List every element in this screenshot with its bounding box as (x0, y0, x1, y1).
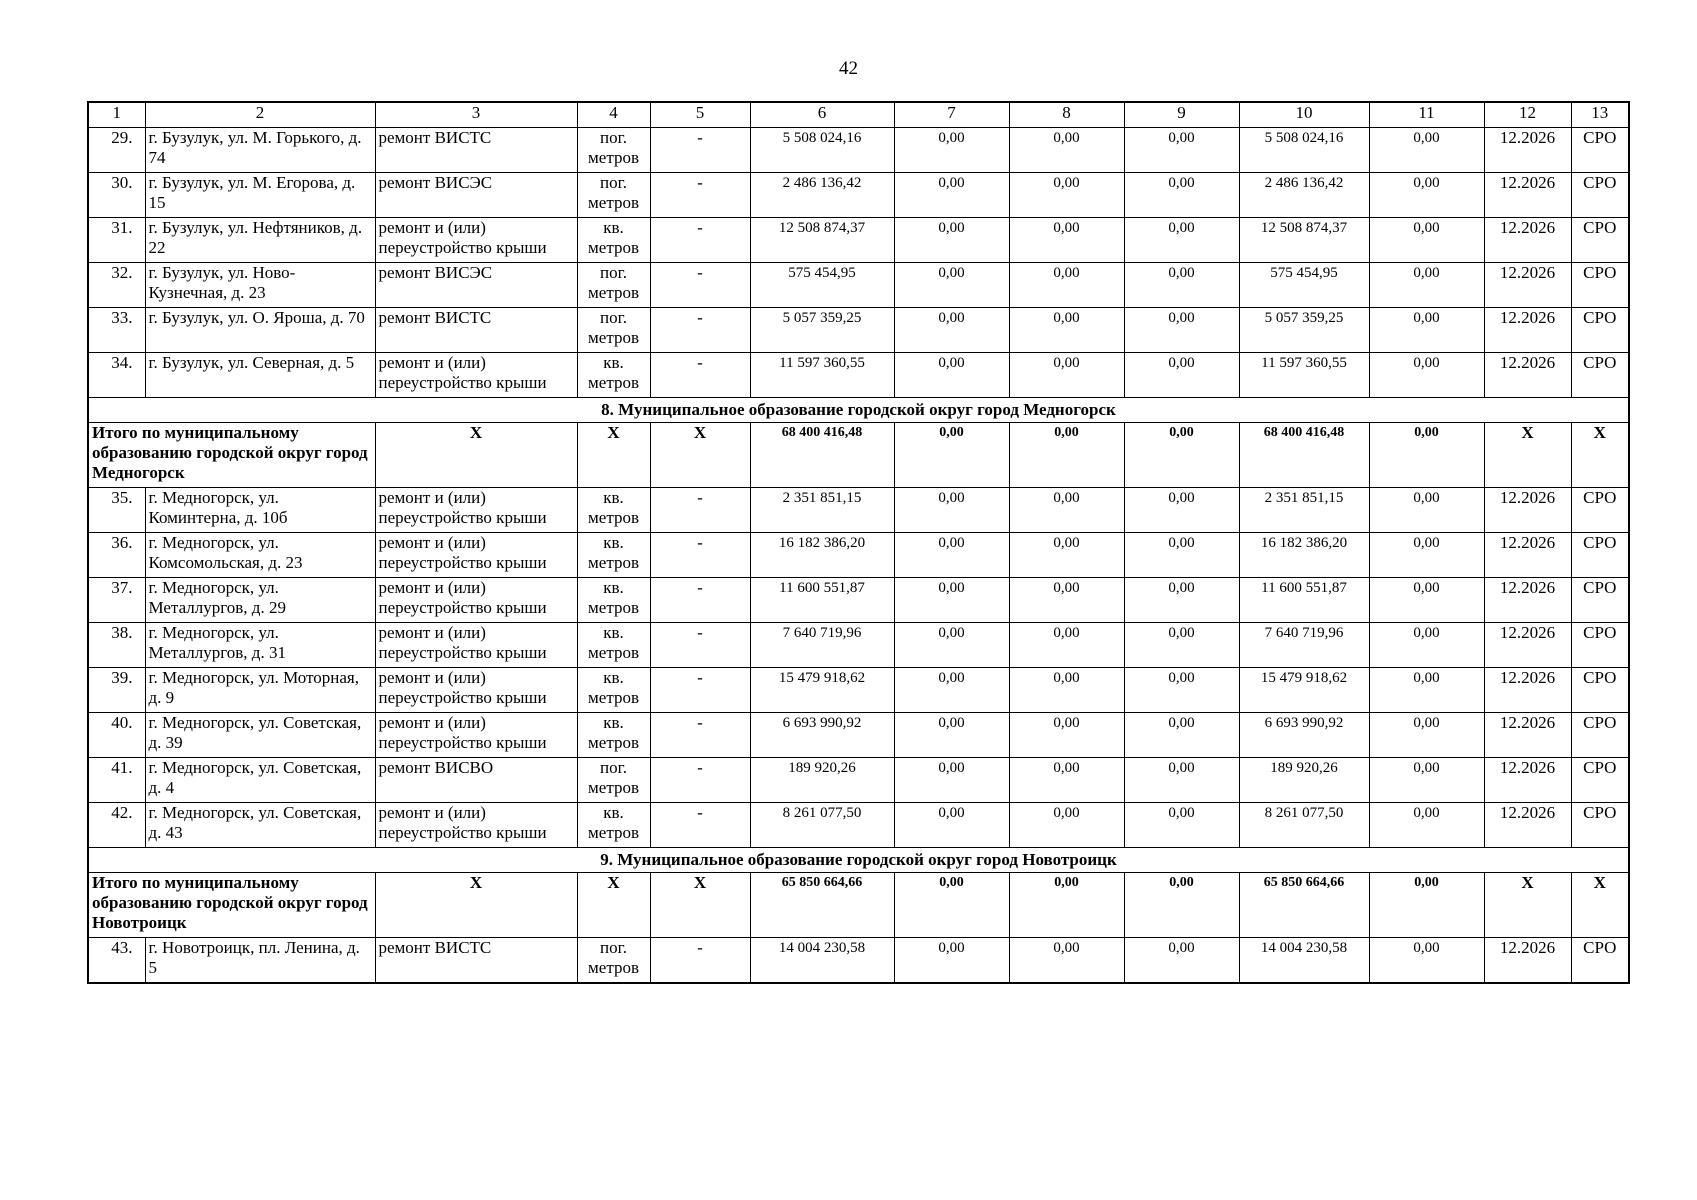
organization-cell: СРО (1571, 308, 1629, 353)
cost-col7-cell: 0,00 (894, 488, 1009, 533)
cost-col11-cell: 0,00 (1369, 713, 1484, 758)
cost-col7-cell: 0,00 (894, 758, 1009, 803)
cost-col7-cell: 0,00 (894, 423, 1009, 488)
cost-col10-cell: 68 400 416,48 (1239, 423, 1369, 488)
table-row (88, 353, 1629, 398)
unit-cell: кв. метров (577, 803, 650, 848)
cost-col10-cell: 14 004 230,58 (1239, 938, 1369, 984)
cost-col10-cell: 12 508 874,37 (1239, 218, 1369, 263)
table-row (88, 308, 1629, 353)
row-number-cell: 38. (88, 623, 145, 668)
quantity-cell: - (650, 218, 750, 263)
cost-col11-cell: 0,00 (1369, 488, 1484, 533)
address-cell: г. Медногорск, ул. Металлургов, д. 31 (145, 623, 375, 668)
cost-col11-cell: 0,00 (1369, 623, 1484, 668)
column-header: 13 (1571, 102, 1629, 128)
total-cost-cell: 68 400 416,48 (750, 423, 894, 488)
organization-cell: СРО (1571, 578, 1629, 623)
cost-col8-cell: 0,00 (1009, 263, 1124, 308)
address-cell: г. Медногорск, ул. Советская, д. 43 (145, 803, 375, 848)
cost-col9-cell: 0,00 (1124, 938, 1239, 984)
quantity-cell: - (650, 713, 750, 758)
cost-col10-cell: 6 693 990,92 (1239, 713, 1369, 758)
quantity-cell: - (650, 488, 750, 533)
cost-col7-cell: 0,00 (894, 938, 1009, 984)
cost-col10-cell: 2 351 851,15 (1239, 488, 1369, 533)
work-type-cell: ремонт ВИСТС (375, 128, 577, 173)
cost-col8-cell: 0,00 (1009, 173, 1124, 218)
deadline-cell: 12.2026 (1484, 668, 1571, 713)
deadline-cell: 12.2026 (1484, 533, 1571, 578)
column-header: 11 (1369, 102, 1484, 128)
organization-cell: СРО (1571, 218, 1629, 263)
cost-col7-cell: 0,00 (894, 263, 1009, 308)
work-type-cell: ремонт и (или) переустройство крыши (375, 803, 577, 848)
column-header: 10 (1239, 102, 1369, 128)
column-header: 5 (650, 102, 750, 128)
organization-cell: СРО (1571, 668, 1629, 713)
quantity-cell: - (650, 128, 750, 173)
unit-cell: пог. метров (577, 263, 650, 308)
cost-col7-cell: 0,00 (894, 173, 1009, 218)
address-cell: г. Медногорск, ул. Советская, д. 39 (145, 713, 375, 758)
section-title: 9. Муниципальное образование городской округ город Новотроицк (88, 848, 1629, 873)
total-cost-cell: 16 182 386,20 (750, 533, 894, 578)
cost-col11-cell: 0,00 (1369, 533, 1484, 578)
unit-cell: X (577, 873, 650, 938)
cost-col10-cell: 5 057 359,25 (1239, 308, 1369, 353)
quantity-cell: - (650, 533, 750, 578)
unit-cell: кв. метров (577, 488, 650, 533)
table-row (88, 623, 1629, 668)
row-number-cell: 39. (88, 668, 145, 713)
cost-col11-cell: 0,00 (1369, 218, 1484, 263)
table-row (88, 173, 1629, 218)
unit-cell: кв. метров (577, 668, 650, 713)
cost-col8-cell: 0,00 (1009, 623, 1124, 668)
work-type-cell: ремонт и (или) переустройство крыши (375, 713, 577, 758)
cost-col9-cell: 0,00 (1124, 128, 1239, 173)
work-type-cell: X (375, 873, 577, 938)
work-type-cell: ремонт и (или) переустройство крыши (375, 623, 577, 668)
quantity-cell: - (650, 308, 750, 353)
address-cell: г. Бузулук, ул. М. Егорова, д. 15 (145, 173, 375, 218)
cost-col8-cell: 0,00 (1009, 353, 1124, 398)
cost-col7-cell: 0,00 (894, 623, 1009, 668)
organization-cell: X (1571, 873, 1629, 938)
cost-col10-cell: 16 182 386,20 (1239, 533, 1369, 578)
row-number-cell: 43. (88, 938, 145, 984)
cost-col8-cell: 0,00 (1009, 803, 1124, 848)
organization-cell: СРО (1571, 128, 1629, 173)
address-cell: г. Новотроицк, пл. Ленина, д. 5 (145, 938, 375, 984)
cost-col11-cell: 0,00 (1369, 938, 1484, 984)
table-row (88, 713, 1629, 758)
cost-col7-cell: 0,00 (894, 218, 1009, 263)
cost-col10-cell: 8 261 077,50 (1239, 803, 1369, 848)
table-row (88, 488, 1629, 533)
row-number-cell: 34. (88, 353, 145, 398)
work-type-cell: ремонт и (или) переустройство крыши (375, 488, 577, 533)
cost-col7-cell: 0,00 (894, 873, 1009, 938)
row-number-cell: 33. (88, 308, 145, 353)
address-cell: г. Бузулук, ул. Нефтяников, д. 22 (145, 218, 375, 263)
table-row (88, 218, 1629, 263)
cost-col11-cell: 0,00 (1369, 353, 1484, 398)
capital-repair-table (87, 101, 1630, 984)
cost-col8-cell: 0,00 (1009, 713, 1124, 758)
subtotal-row (88, 873, 1629, 938)
organization-cell: СРО (1571, 758, 1629, 803)
column-header-row (88, 102, 1629, 128)
deadline-cell: 12.2026 (1484, 308, 1571, 353)
subtotal-label: Итого по муниципальному образованию городской округ город Медногорск (88, 423, 375, 488)
total-cost-cell: 575 454,95 (750, 263, 894, 308)
deadline-cell: 12.2026 (1484, 218, 1571, 263)
total-cost-cell: 2 351 851,15 (750, 488, 894, 533)
cost-col10-cell: 11 597 360,55 (1239, 353, 1369, 398)
cost-col10-cell: 65 850 664,66 (1239, 873, 1369, 938)
quantity-cell: - (650, 578, 750, 623)
cost-col9-cell: 0,00 (1124, 623, 1239, 668)
cost-col8-cell: 0,00 (1009, 578, 1124, 623)
quantity-cell: - (650, 668, 750, 713)
cost-col10-cell: 11 600 551,87 (1239, 578, 1369, 623)
row-number-cell: 31. (88, 218, 145, 263)
table-row (88, 128, 1629, 173)
unit-cell: пог. метров (577, 173, 650, 218)
unit-cell: X (577, 423, 650, 488)
cost-col7-cell: 0,00 (894, 803, 1009, 848)
cost-col8-cell: 0,00 (1009, 873, 1124, 938)
total-cost-cell: 12 508 874,37 (750, 218, 894, 263)
cost-col8-cell: 0,00 (1009, 423, 1124, 488)
total-cost-cell: 5 508 024,16 (750, 128, 894, 173)
quantity-cell: - (650, 758, 750, 803)
column-header: 4 (577, 102, 650, 128)
work-type-cell: ремонт и (или) переустройство крыши (375, 578, 577, 623)
organization-cell: СРО (1571, 173, 1629, 218)
subtotal-row (88, 423, 1629, 488)
cost-col9-cell: 0,00 (1124, 668, 1239, 713)
total-cost-cell: 65 850 664,66 (750, 873, 894, 938)
section-title: 8. Муниципальное образование городской округ город Медногорск (88, 398, 1629, 423)
work-type-cell: ремонт и (или) переустройство крыши (375, 668, 577, 713)
unit-cell: пог. метров (577, 128, 650, 173)
row-number-cell: 35. (88, 488, 145, 533)
column-header: 12 (1484, 102, 1571, 128)
address-cell: г. Бузулук, ул. Ново-Кузнечная, д. 23 (145, 263, 375, 308)
cost-col8-cell: 0,00 (1009, 488, 1124, 533)
unit-cell: кв. метров (577, 218, 650, 263)
page-number: 42 (839, 58, 858, 79)
column-header: 3 (375, 102, 577, 128)
total-cost-cell: 11 597 360,55 (750, 353, 894, 398)
cost-col7-cell: 0,00 (894, 128, 1009, 173)
column-header: 9 (1124, 102, 1239, 128)
total-cost-cell: 8 261 077,50 (750, 803, 894, 848)
row-number-cell: 29. (88, 128, 145, 173)
cost-col9-cell: 0,00 (1124, 218, 1239, 263)
total-cost-cell: 14 004 230,58 (750, 938, 894, 984)
work-type-cell: ремонт ВИСВО (375, 758, 577, 803)
row-number-cell: 40. (88, 713, 145, 758)
work-type-cell: ремонт и (или) переустройство крыши (375, 353, 577, 398)
column-header: 8 (1009, 102, 1124, 128)
table-row (88, 533, 1629, 578)
cost-col8-cell: 0,00 (1009, 128, 1124, 173)
address-cell: г. Медногорск, ул. Коминтерна, д. 10б (145, 488, 375, 533)
organization-cell: СРО (1571, 533, 1629, 578)
total-cost-cell: 6 693 990,92 (750, 713, 894, 758)
deadline-cell: 12.2026 (1484, 803, 1571, 848)
unit-cell: кв. метров (577, 623, 650, 668)
cost-col9-cell: 0,00 (1124, 423, 1239, 488)
column-header: 2 (145, 102, 375, 128)
quantity-cell: - (650, 173, 750, 218)
cost-col11-cell: 0,00 (1369, 578, 1484, 623)
organization-cell: СРО (1571, 713, 1629, 758)
table-row (88, 803, 1629, 848)
row-number-cell: 36. (88, 533, 145, 578)
work-type-cell: X (375, 423, 577, 488)
work-type-cell: ремонт и (или) переустройство крыши (375, 533, 577, 578)
unit-cell: пог. метров (577, 758, 650, 803)
work-type-cell: ремонт ВИСТС (375, 308, 577, 353)
total-cost-cell: 7 640 719,96 (750, 623, 894, 668)
row-number-cell: 32. (88, 263, 145, 308)
cost-col9-cell: 0,00 (1124, 873, 1239, 938)
unit-cell: пог. метров (577, 938, 650, 984)
cost-col7-cell: 0,00 (894, 353, 1009, 398)
cost-col9-cell: 0,00 (1124, 533, 1239, 578)
address-cell: г. Медногорск, ул. Металлургов, д. 29 (145, 578, 375, 623)
organization-cell: СРО (1571, 803, 1629, 848)
unit-cell: кв. метров (577, 578, 650, 623)
cost-col11-cell: 0,00 (1369, 873, 1484, 938)
table-row (88, 578, 1629, 623)
cost-col7-cell: 0,00 (894, 308, 1009, 353)
quantity-cell: - (650, 938, 750, 984)
column-header: 1 (88, 102, 145, 128)
total-cost-cell: 2 486 136,42 (750, 173, 894, 218)
quantity-cell: - (650, 263, 750, 308)
deadline-cell: X (1484, 873, 1571, 938)
cost-col10-cell: 7 640 719,96 (1239, 623, 1369, 668)
deadline-cell: X (1484, 423, 1571, 488)
quantity-cell: - (650, 623, 750, 668)
deadline-cell: 12.2026 (1484, 353, 1571, 398)
address-cell: г. Медногорск, ул. Советская, д. 4 (145, 758, 375, 803)
cost-col9-cell: 0,00 (1124, 263, 1239, 308)
work-type-cell: ремонт ВИСТС (375, 938, 577, 984)
cost-col10-cell: 15 479 918,62 (1239, 668, 1369, 713)
cost-col11-cell: 0,00 (1369, 173, 1484, 218)
cost-col11-cell: 0,00 (1369, 668, 1484, 713)
table-row (88, 758, 1629, 803)
quantity-cell: - (650, 803, 750, 848)
cost-col8-cell: 0,00 (1009, 758, 1124, 803)
cost-col9-cell: 0,00 (1124, 713, 1239, 758)
organization-cell: X (1571, 423, 1629, 488)
table-row (88, 938, 1629, 984)
cost-col8-cell: 0,00 (1009, 218, 1124, 263)
deadline-cell: 12.2026 (1484, 263, 1571, 308)
quantity-cell: - (650, 353, 750, 398)
cost-col10-cell: 2 486 136,42 (1239, 173, 1369, 218)
cost-col9-cell: 0,00 (1124, 578, 1239, 623)
deadline-cell: 12.2026 (1484, 938, 1571, 984)
cost-col7-cell: 0,00 (894, 668, 1009, 713)
cost-col7-cell: 0,00 (894, 578, 1009, 623)
deadline-cell: 12.2026 (1484, 623, 1571, 668)
deadline-cell: 12.2026 (1484, 128, 1571, 173)
unit-cell: кв. метров (577, 353, 650, 398)
unit-cell: пог. метров (577, 308, 650, 353)
section-header-row (88, 848, 1629, 873)
total-cost-cell: 5 057 359,25 (750, 308, 894, 353)
address-cell: г. Бузулук, ул. О. Яроша, д. 70 (145, 308, 375, 353)
deadline-cell: 12.2026 (1484, 173, 1571, 218)
cost-col7-cell: 0,00 (894, 713, 1009, 758)
work-type-cell: ремонт ВИСЭС (375, 263, 577, 308)
work-type-cell: ремонт и (или) переустройство крыши (375, 218, 577, 263)
row-number-cell: 42. (88, 803, 145, 848)
deadline-cell: 12.2026 (1484, 758, 1571, 803)
cost-col11-cell: 0,00 (1369, 758, 1484, 803)
section-header-row (88, 398, 1629, 423)
cost-col8-cell: 0,00 (1009, 533, 1124, 578)
cost-col10-cell: 189 920,26 (1239, 758, 1369, 803)
deadline-cell: 12.2026 (1484, 488, 1571, 533)
column-header: 6 (750, 102, 894, 128)
row-number-cell: 41. (88, 758, 145, 803)
column-header: 7 (894, 102, 1009, 128)
cost-col8-cell: 0,00 (1009, 668, 1124, 713)
cost-col11-cell: 0,00 (1369, 803, 1484, 848)
address-cell: г. Медногорск, ул. Комсомольская, д. 23 (145, 533, 375, 578)
cost-col11-cell: 0,00 (1369, 308, 1484, 353)
quantity-cell: X (650, 873, 750, 938)
address-cell: г. Бузулук, ул. М. Горького, д. 74 (145, 128, 375, 173)
cost-col10-cell: 575 454,95 (1239, 263, 1369, 308)
quantity-cell: X (650, 423, 750, 488)
organization-cell: СРО (1571, 353, 1629, 398)
cost-col9-cell: 0,00 (1124, 308, 1239, 353)
cost-col11-cell: 0,00 (1369, 263, 1484, 308)
table-row (88, 263, 1629, 308)
subtotal-label: Итого по муниципальному образованию городской округ город Новотроицк (88, 873, 375, 938)
cost-col8-cell: 0,00 (1009, 308, 1124, 353)
organization-cell: СРО (1571, 938, 1629, 984)
address-cell: г. Медногорск, ул. Моторная, д. 9 (145, 668, 375, 713)
cost-col9-cell: 0,00 (1124, 758, 1239, 803)
cost-col7-cell: 0,00 (894, 533, 1009, 578)
address-cell: г. Бузулук, ул. Северная, д. 5 (145, 353, 375, 398)
organization-cell: СРО (1571, 623, 1629, 668)
row-number-cell: 30. (88, 173, 145, 218)
unit-cell: кв. метров (577, 533, 650, 578)
total-cost-cell: 189 920,26 (750, 758, 894, 803)
cost-col8-cell: 0,00 (1009, 938, 1124, 984)
cost-col9-cell: 0,00 (1124, 488, 1239, 533)
cost-col11-cell: 0,00 (1369, 128, 1484, 173)
total-cost-cell: 11 600 551,87 (750, 578, 894, 623)
organization-cell: СРО (1571, 263, 1629, 308)
cost-col9-cell: 0,00 (1124, 173, 1239, 218)
table-row (88, 668, 1629, 713)
organization-cell: СРО (1571, 488, 1629, 533)
cost-col10-cell: 5 508 024,16 (1239, 128, 1369, 173)
cost-col9-cell: 0,00 (1124, 353, 1239, 398)
deadline-cell: 12.2026 (1484, 713, 1571, 758)
cost-col11-cell: 0,00 (1369, 423, 1484, 488)
work-type-cell: ремонт ВИСЭС (375, 173, 577, 218)
unit-cell: кв. метров (577, 713, 650, 758)
deadline-cell: 12.2026 (1484, 578, 1571, 623)
cost-col9-cell: 0,00 (1124, 803, 1239, 848)
total-cost-cell: 15 479 918,62 (750, 668, 894, 713)
row-number-cell: 37. (88, 578, 145, 623)
